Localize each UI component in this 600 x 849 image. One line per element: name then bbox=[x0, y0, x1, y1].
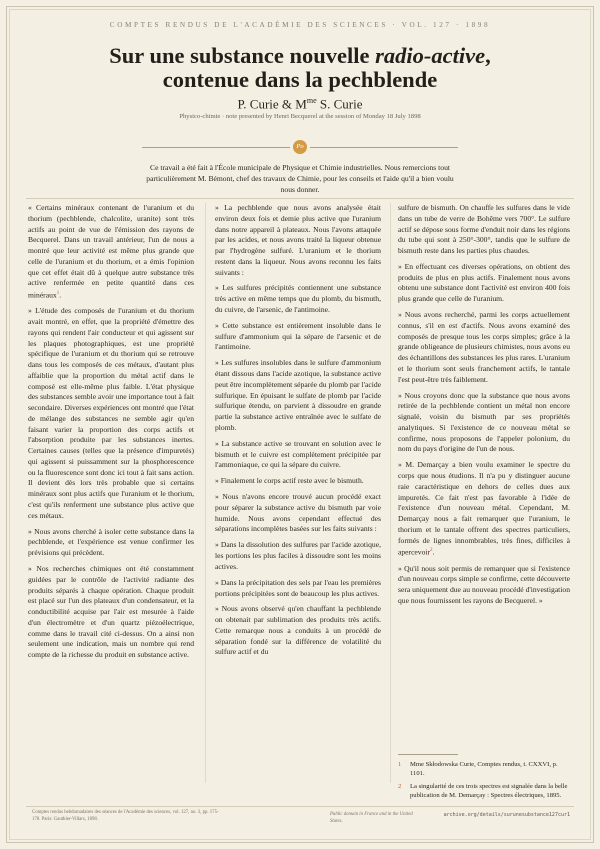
ornament-line-left bbox=[142, 147, 290, 148]
paragraph: » Nous avons recherché, parmi les corps actuellement connus, s'il en est d'actifs. Nous avons examiné des composés de presque tous les corps simples; grâce à la grande obligeance de plusieurs chimistes, nous avons eu des échantillons des substances les plus rares. L'uranium et le thorium sont seuls franchement actifs, le tantale l'est peut-être très faiblement. bbox=[398, 310, 570, 384]
footnote-ref[interactable]: 1 bbox=[56, 291, 60, 296]
footnote-number: 1 bbox=[398, 761, 402, 768]
paragraph: » Qu'il nous soit permis de remarquer que si l'existence d'un nouveau corps simple se confirme, cette découverte sera uniquement due au nouveau procédé d'investigation que nous fournissent les rayons de Becquerel. » bbox=[398, 563, 570, 605]
column-separator bbox=[390, 203, 391, 783]
paragraph: » Finalement le corps actif reste avec le bismuth. bbox=[215, 476, 364, 486]
paragraph: » En effectuant ces diverses opérations, on obtient des produits de plus en plus actifs. Finalement nous avons obtenu une substance dont l'activité est environ 400 fois plus grande que celle de l'uranium. bbox=[398, 261, 570, 304]
paragraph: » Dans la précipitation des sels par l'eau les premières portions précipitées sont de beaucoup les plus actives. bbox=[215, 577, 381, 598]
paragraph-text: » M. Demarçay a bien voulu examiner le spectre du corps que nous étudions. Il n'a pu y distinguer aucune raie caractéristique en dehors de celles dues aux impuretés. Ce fait n'est pas favorable à l'idée de l'existence d'un nouveau métal. Cependant, M. Demarçay nous a fait remarquer que l'uranium, le thorium et le tantale offrent des spectres particuliers, formés de lignes innombrables, très fines, difficiles à apercevoir bbox=[398, 460, 570, 557]
footnote bbox=[398, 782, 570, 801]
paragraph: » L'étude des composés de l'uranium et du thorium avait montré, en effet, que la propriété d'émettre des rayons qui rendent l'air conducteur et qui agissent sur les plaques photographiques, est une propriété spécifique de l'uranium et du thorium qui se retrouve dans tous les composés de ces métaux, d'autant plus affaiblie que la proportion du métal actif dans le composé est elle-même plus faible. L'état physique des substances semble avoir une importance tout à fait secondaire. Diverses expériences ont montré que l'état de mélange des substances ne semble agir qu'en faisant varier la proportion des corps actifs et l'absorption produite par les substances inertes. Certaines causes (telles que la présence d'impuretés) qui agissent si puissamment sur la phosphorescence ou la fluorescence sont donc ici tout à fait sans action. Il devient dès lors très probable que si certains minéraux sont plus actifs que l'uranium et le thorium, c'est qu'ils renferment une substance plus active que ces métaux. bbox=[28, 306, 194, 520]
paragraph: » Nous avons cherché à isoler cette substance dans la pechblende, et l'expérience est venue confirmer les prévisions qui précèdent. bbox=[28, 526, 194, 558]
paragraph: » Les sulfures précipités contiennent une substance très active en même temps que du plomb, du bismuth, du cuivre, de l'arsenic, de l'antimoine. bbox=[215, 283, 381, 314]
acknowledgement: Ce travail a été fait à l'École municipale de Physique et Chimie industrielles. Nous remercions tout particulièrement M. Bémont, chef des travaux de Chimie, pour les conseils et l'aide qu'il a bien voulu nous donner. bbox=[146, 163, 454, 195]
column-2 bbox=[215, 203, 381, 663]
bottom-divider bbox=[26, 806, 574, 807]
paragraph: » La substance active se trouvant en solution avec le bismuth et le cuivre est complètement précipitée par l'ammoniaque, ce qui la sépare du cuivre. bbox=[215, 438, 381, 470]
footnote-ref[interactable]: 2 bbox=[430, 548, 433, 554]
article-title bbox=[0, 44, 600, 92]
authors-sup: me bbox=[306, 96, 317, 105]
paragraph: » M. Demarçay a bien voulu examiner le spectre du corps que nous étudions. Il n'a pu y distinguer aucune raie caractéristique en dehors de celles dues aux impuretés. Ce fait n'est pas favorable à l'idée de l'existence d'un nouveau métal. Cependant, M. Demarçay nous a fait remarquer que l'uranium, le thorium et le tantale offrent des spectres particuliers, formés de lignes innombrables, très fines, difficiles à apercevoir$^2$. bbox=[398, 460, 570, 557]
authors-part: P. Curie & M bbox=[237, 96, 307, 112]
source-url[interactable]: archive.org/details/surunesubstance127cur1 bbox=[443, 812, 570, 818]
paragraph: » Nous n'avons encore trouvé aucun procédé exact pour séparer la substance active du bismuth par voie humide. Nous avons cependant effectué des séparations incomplètes basées sur les faits suivants : bbox=[215, 492, 381, 534]
title-italic: radio-active bbox=[375, 43, 486, 68]
footnote-text: Mme Skłodowska Curie, Comptes rendus, t. CXXVI, p. 1101. bbox=[410, 761, 558, 778]
title-line-2: contenue dans la pechblende bbox=[162, 67, 438, 92]
footnote bbox=[398, 760, 570, 779]
paragraph: » Nos recherches chimiques ont été constamment guidées par le contrôle de l'activité radiante des produits séparés à chaque opération. Chaque produit est placé sur l'un des plateaux d'un condensateur, et la conductibilité acquise par l'air est mesurée à l'aide d'un électromètre et d'un quartz piézoélectrique, comme dans le travail cité ci-dessus. On a ainsi non seulement une indication, mais un nombre qui rend compte de la richesse du produit en substance active. bbox=[28, 564, 194, 660]
column-1 bbox=[28, 203, 194, 666]
paragraph-text: « Certains minéraux contenant de l'uranium et du thorium (pechblende, chalcolite, uranite) sont très actifs au point de vue de l'émission des rayons de Becquerel. Dans un travail antérieur, l'un de nous a montré que leur activité est même plus grande que celle de l'uranium et du thorium, et a émis l'opinion que cet effet était dû à quelque autre substance très active renfermée en petite quantité dans ces minéraux bbox=[28, 203, 194, 300]
journal-header: COMPTES RENDUS DE L'ACADÉMIE DES SCIENCES · VOL. 127 · 1898 bbox=[109, 21, 491, 29]
paragraph: sulfure de bismuth. On chauffe les sulfures dans le vide dans un tube de verre de Bohême vers 700°. Le sulfure actif se dépose sous forme d'enduit noir dans les régions du tube qui sont à 250°-300°, tandis que le sulfure de bismuth reste dans les parties plus chaudes. bbox=[398, 203, 570, 255]
authors-part-2: S. Curie bbox=[316, 96, 363, 112]
paragraph: » Les sulfures insolubles dans le sulfure d'ammonium étant dissous dans l'acide azotique, la substance active peut être incomplètement séparée du plomb par l'acide sulfurique. En épuisant le sulfate de plomb par l'acide sulfurique étendu, on parvient à dissoudre en grande partie la substance active entraînée avec le sulfate de plomb. bbox=[215, 358, 381, 432]
paragraph: « Certains minéraux contenant de l'uranium et du thorium (pechblende, chalcolite, uranite) sont très actifs au point de vue de l'émission des rayons de Becquerel. Dans un travail antérieur, l'un de nous a montré que leur activité est même plus grande que celle de l'uranium et du thorium, et a émis l'opinion que cet effet était dû à quelque autre substance très active renfermée en petite quantité dans ces minéraux$^1$. bbox=[28, 203, 194, 300]
citation: Comptes rendus hebdomadaires des séances de l'Académie des sciences, vol. 127, no. 3, pp. 175-178. Paris: Gauthier-Villars, 1898. bbox=[32, 810, 219, 822]
license-note: Public domain in France and in the United States. bbox=[330, 812, 413, 824]
column-3 bbox=[398, 203, 570, 612]
title-comma: , bbox=[485, 43, 491, 68]
ornament-line-right bbox=[310, 147, 458, 148]
ornament bbox=[142, 140, 458, 154]
footnote-number: 2 bbox=[398, 783, 402, 790]
paragraph: » Dans la dissolution des sulfures par l'acide azotique, les portions les plus faciles à dissoudre sont les moins actives. bbox=[215, 540, 381, 571]
polonium-badge-icon: Po bbox=[293, 140, 307, 154]
paragraph: » Cette substance est entièrement insoluble dans le sulfure d'ammonium qui la sépare de l'arsenic et de l'antimoine. bbox=[215, 320, 381, 352]
paragraph: » La pechblende que nous avons analysée était environ deux fois et demie plus active que l'uranium dans notre appareil à plateaux. Nous l'avons attaquée par les acides, et nous avons traité la liqueur obtenue par l'hydrogène sulfuré. L'uranium et le thorium restent dans la liqueur. Nous avons reconnu les faits suivants : bbox=[215, 203, 381, 277]
authors bbox=[0, 96, 600, 112]
column-separator bbox=[205, 203, 206, 783]
footnote-text: La singularité de ces trois spectres est signalée dans la belle publication de M. Demarçay : Spectres électriques, 1895. bbox=[410, 783, 568, 800]
footnote-divider bbox=[398, 754, 458, 755]
paragraph: » Nous avons observé qu'en chauffant la pechblende on obtenait par sublimation des produits très actifs. Cette remarque nous a conduits à un procédé de séparation fondé sur la différence de volatilité du sulfure actif et du bbox=[215, 604, 381, 657]
top-divider bbox=[26, 198, 574, 199]
title-part: Sur une substance nouvelle bbox=[109, 43, 376, 68]
section-line: Physico-chimie · note presented by Henri Becquerel at the session of Monday 18 July 1898 bbox=[179, 113, 421, 120]
paragraph: » Nous croyons donc que la substance que nous avons retirée de la pechblende contient un métal non encore signalé, voisin du bismuth par ses propriétés analytiques. Si l'existence de ce nouveau métal se confirme, nous proposons de l'appeler polonium, du nom du pays d'origine de l'un de nous. bbox=[398, 390, 570, 454]
